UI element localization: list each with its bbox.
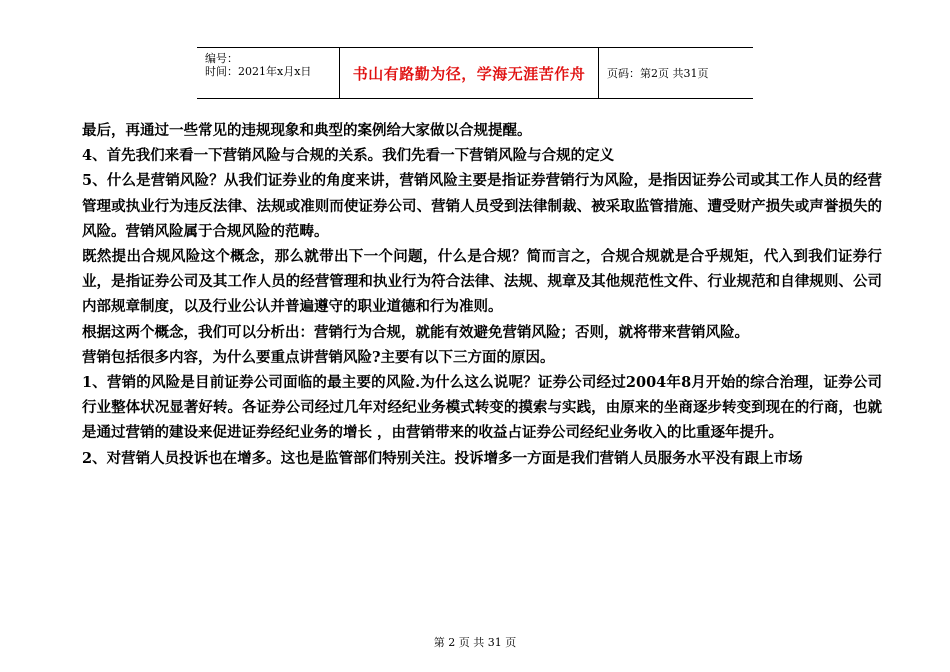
document-number-label: 编号： (205, 52, 238, 65)
header-page-code: 页码：第2页 共31页 (607, 67, 709, 80)
header-meta (197, 48, 339, 98)
document-body (82, 118, 882, 471)
paragraph: 既然提出合规风险这个概念，那么就带出下一个问题，什么是合规？简而言之，合规合规就是合乎规矩，代入到我们证券行业，是指证券公司及其工作人员的经营管理和执业行为符合法律、法规、规章及其他规范性文件、行业规范和自律规则、公司内部规章制度，以及行业公认并普遍遵守的职业道德和行为准则。 (82, 248, 882, 316)
paragraph: 根据这两个概念，我们可以分析出：营销行为合规，就能有效避免营销风险；否则，就将带来营销风险。 (82, 323, 749, 341)
paragraph: 营销包括很多内容，为什么要重点讲营销风险?主要有以下三方面的原因。 (82, 348, 555, 366)
page-header (197, 47, 753, 99)
paragraph: 最后，再通过一些常见的违规现象和典型的案例给大家做以合规提醒。 (82, 122, 532, 139)
paragraph: 2、对营销人员投诉也在增多。这也是监管部们特别关注。投诉增多一方面是我们营销人员服务水平没有跟上市场 (82, 449, 803, 467)
paragraph: 5、什么是营销风险？从我们证券业的角度来讲，营销风险主要是指证券营销行为风险，是指因证券公司或其工作人员的经营管理或执业行为违反法律、法规或准则而使证券公司、营销人员受到法律制裁、被采取监管措施、遭受财产损失或声誉损失的风险。营销风险属于合规风险的范畴。 (82, 172, 882, 240)
document-date: 时间：2021年x月x日 (205, 65, 312, 78)
paragraph: 4、首先我们来看一下营销风险与合规的关系。我们先看一下营销风险与合规的定义 (82, 147, 615, 165)
page-footer: 第 2 页 共 31 页 (433, 636, 517, 649)
paragraph: 1、营销的风险是目前证券公司面临的最主要的风险.为什么这么说呢？证券公司经过2004年8月开始的综合治理，证券公司行业整体状况显著好转。各证券公司经过几年对经纪业务模式转变的摸索与实践，由原来的坐商逐步转变到现在的行商，也就是通过营销的建设来促进证券经纪业务的增长 ，由营销带来的收益占证券公司经纪业务收入的比重逐年提升。 (82, 374, 882, 442)
header-motto: 书山有路勤为径，学海无涯苦作舟 (339, 48, 599, 98)
